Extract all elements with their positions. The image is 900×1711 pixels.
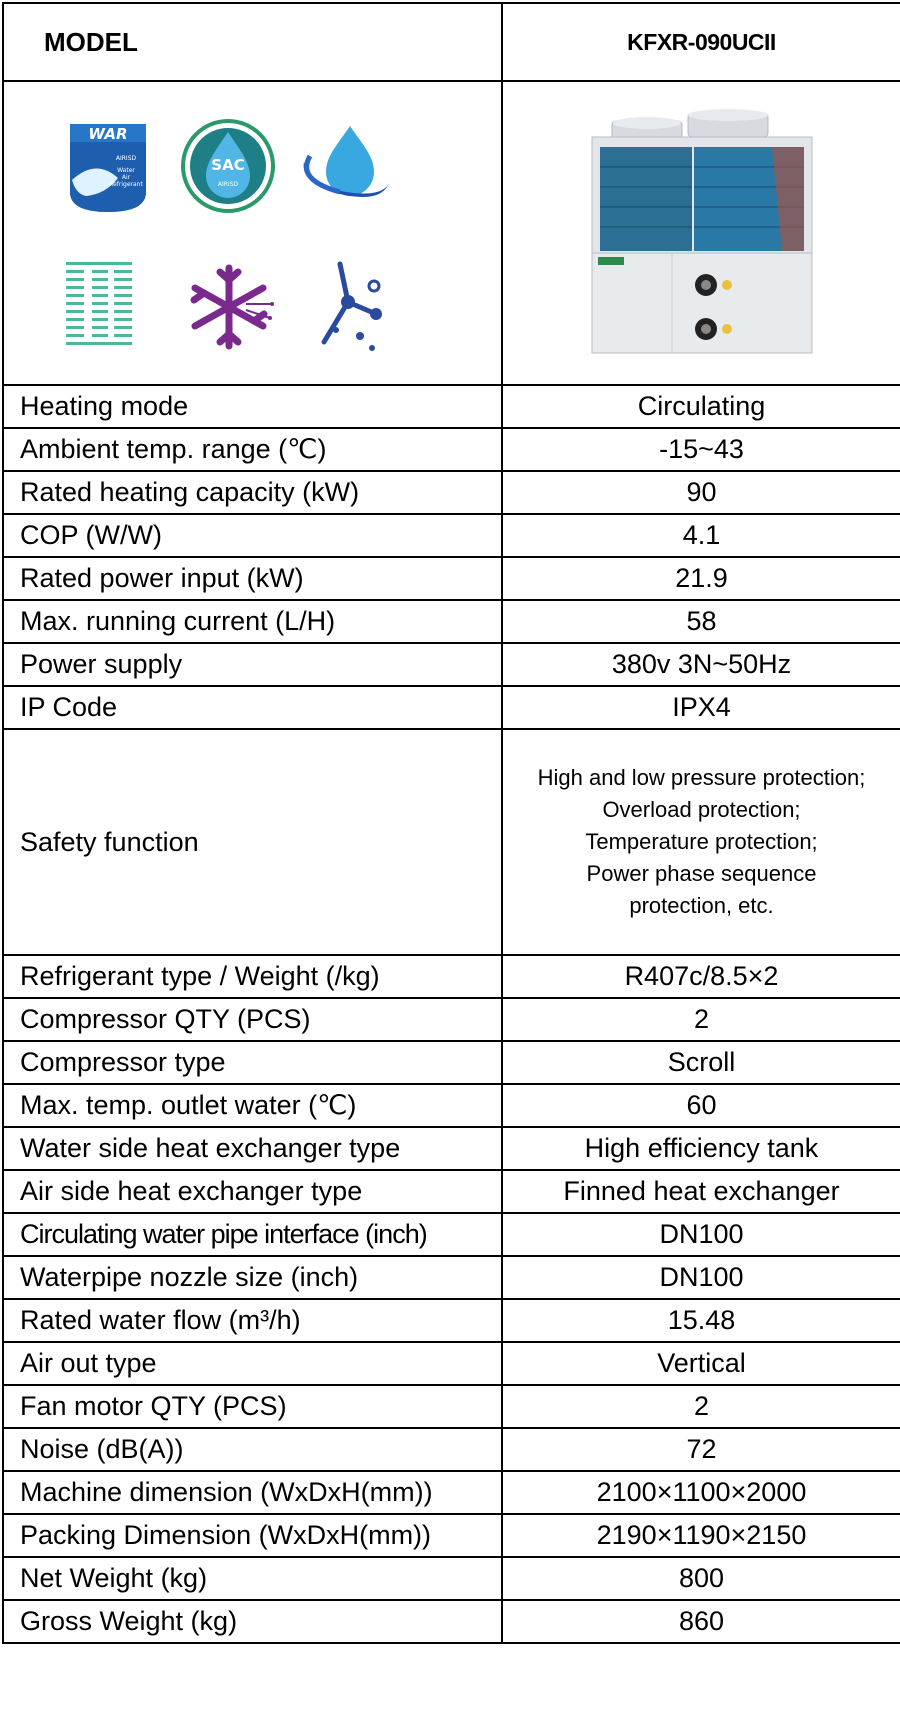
- war-badge-icon: [66, 122, 150, 214]
- spec-row: [3, 1600, 900, 1643]
- safety-line: Overload protection;: [602, 797, 801, 822]
- spec-key: Gross Weight (kg): [3, 1600, 502, 1643]
- spec-key: Circulating water pipe interface (inch): [3, 1213, 502, 1256]
- model-value: KFXR-090UCII: [502, 3, 900, 81]
- spec-row: [3, 385, 900, 428]
- svg-text:Water: Water: [117, 167, 135, 174]
- spec-key: Waterpipe nozzle size (inch): [3, 1256, 502, 1299]
- spec-row: [3, 998, 900, 1041]
- spec-value: High efficiency tank: [502, 1127, 900, 1170]
- spec-value: 860: [502, 1600, 900, 1643]
- spec-key: Air out type: [3, 1342, 502, 1385]
- spec-value: 58: [502, 600, 900, 643]
- spec-row: [3, 1471, 900, 1514]
- spec-row: [3, 600, 900, 643]
- model-label: MODEL: [3, 3, 502, 81]
- spec-key: COP (W/W): [3, 514, 502, 557]
- image-row: [3, 81, 900, 385]
- spec-row: [3, 1428, 900, 1471]
- spec-key: Ambient temp. range (℃): [3, 428, 502, 471]
- spec-row: [3, 1127, 900, 1170]
- spec-row: [3, 1385, 900, 1428]
- svg-text:Refrigerant: Refrigerant: [109, 181, 143, 188]
- spec-value: 380v 3N~50Hz: [502, 643, 900, 686]
- safety-value: [502, 729, 900, 955]
- spec-value: DN100: [502, 1256, 900, 1299]
- feature-icons: [3, 81, 502, 385]
- spec-row: [3, 1213, 900, 1256]
- product-image-cell: [502, 81, 900, 385]
- spec-value: 4.1: [502, 514, 900, 557]
- model-row: [3, 3, 900, 81]
- spec-row: [3, 428, 900, 471]
- spec-key: IP Code: [3, 686, 502, 729]
- spec-key: Refrigerant type / Weight (/kg): [3, 955, 502, 998]
- spec-value: Vertical: [502, 1342, 900, 1385]
- sac-badge-icon: [180, 118, 276, 214]
- snowflake-circuit-icon: [184, 262, 274, 352]
- spec-row: [3, 1557, 900, 1600]
- spec-key: Noise (dB(A)): [3, 1428, 502, 1471]
- svg-text:SAC: SAC: [211, 156, 245, 174]
- safety-key: Safety function: [3, 729, 502, 955]
- spec-key: Compressor QTY (PCS): [3, 998, 502, 1041]
- spec-row: [3, 955, 900, 998]
- spec-table: [2, 2, 900, 1644]
- spec-row: [3, 1342, 900, 1385]
- safety-line: Temperature protection;: [585, 829, 818, 854]
- molecule-icon: [316, 260, 386, 352]
- spec-value: Finned heat exchanger: [502, 1170, 900, 1213]
- spec-rows-bottom: [3, 955, 900, 1643]
- svg-text:Air: Air: [121, 174, 131, 181]
- spec-row: [3, 471, 900, 514]
- spec-key: Rated heating capacity (kW): [3, 471, 502, 514]
- heat-exchanger-fins-icon: [64, 260, 134, 346]
- spec-key: Packing Dimension (WxDxH(mm)): [3, 1514, 502, 1557]
- spec-row: [3, 643, 900, 686]
- spec-value: 90: [502, 471, 900, 514]
- spec-key: Compressor type: [3, 1041, 502, 1084]
- spec-key: Max. temp. outlet water (℃): [3, 1084, 502, 1127]
- spec-row: [3, 1299, 900, 1342]
- spec-value: Circulating: [502, 385, 900, 428]
- spec-key: Air side heat exchanger type: [3, 1170, 502, 1213]
- safety-line: protection, etc.: [629, 893, 774, 918]
- svg-text:WAR: WAR: [88, 125, 128, 143]
- spec-row: [3, 1041, 900, 1084]
- spec-value: DN100: [502, 1213, 900, 1256]
- spec-key: Max. running current (L/H): [3, 600, 502, 643]
- spec-row: [3, 557, 900, 600]
- heat-pump-unit-image: [582, 107, 822, 359]
- spec-rows-top: [3, 385, 900, 729]
- spec-value: 21.9: [502, 557, 900, 600]
- svg-text:AIRISD: AIRISD: [217, 181, 239, 188]
- spec-key: Fan motor QTY (PCS): [3, 1385, 502, 1428]
- spec-key: Net Weight (kg): [3, 1557, 502, 1600]
- spec-row: [3, 1256, 900, 1299]
- spec-value: 60: [502, 1084, 900, 1127]
- spec-row: [3, 514, 900, 557]
- spec-value: R407c/8.5×2: [502, 955, 900, 998]
- spec-value: Scroll: [502, 1041, 900, 1084]
- spec-row: [3, 1084, 900, 1127]
- spec-key: Machine dimension (WxDxH(mm)): [3, 1471, 502, 1514]
- spec-key: Rated water flow (m³/h): [3, 1299, 502, 1342]
- spec-key: Rated power input (kW): [3, 557, 502, 600]
- spec-value: 15.48: [502, 1299, 900, 1342]
- spec-row: [3, 1170, 900, 1213]
- spec-key: Water side heat exchanger type: [3, 1127, 502, 1170]
- spec-key: Power supply: [3, 643, 502, 686]
- safety-line: High and low pressure protection;: [537, 765, 866, 790]
- spec-value: IPX4: [502, 686, 900, 729]
- safety-line: Power phase sequence: [586, 861, 817, 886]
- spec-key: Heating mode: [3, 385, 502, 428]
- spec-value: -15~43: [502, 428, 900, 471]
- spec-value: 2: [502, 1385, 900, 1428]
- spec-value: 72: [502, 1428, 900, 1471]
- spec-value: 800: [502, 1557, 900, 1600]
- svg-text:AIRISD: AIRISD: [115, 155, 137, 162]
- spec-value: 2: [502, 998, 900, 1041]
- spec-value: 2100×1100×2000: [502, 1471, 900, 1514]
- spec-row: [3, 1514, 900, 1557]
- spec-value: 2190×1190×2150: [502, 1514, 900, 1557]
- safety-row: [3, 729, 900, 955]
- spec-row: [3, 686, 900, 729]
- water-drop-planet-icon: [300, 122, 394, 206]
